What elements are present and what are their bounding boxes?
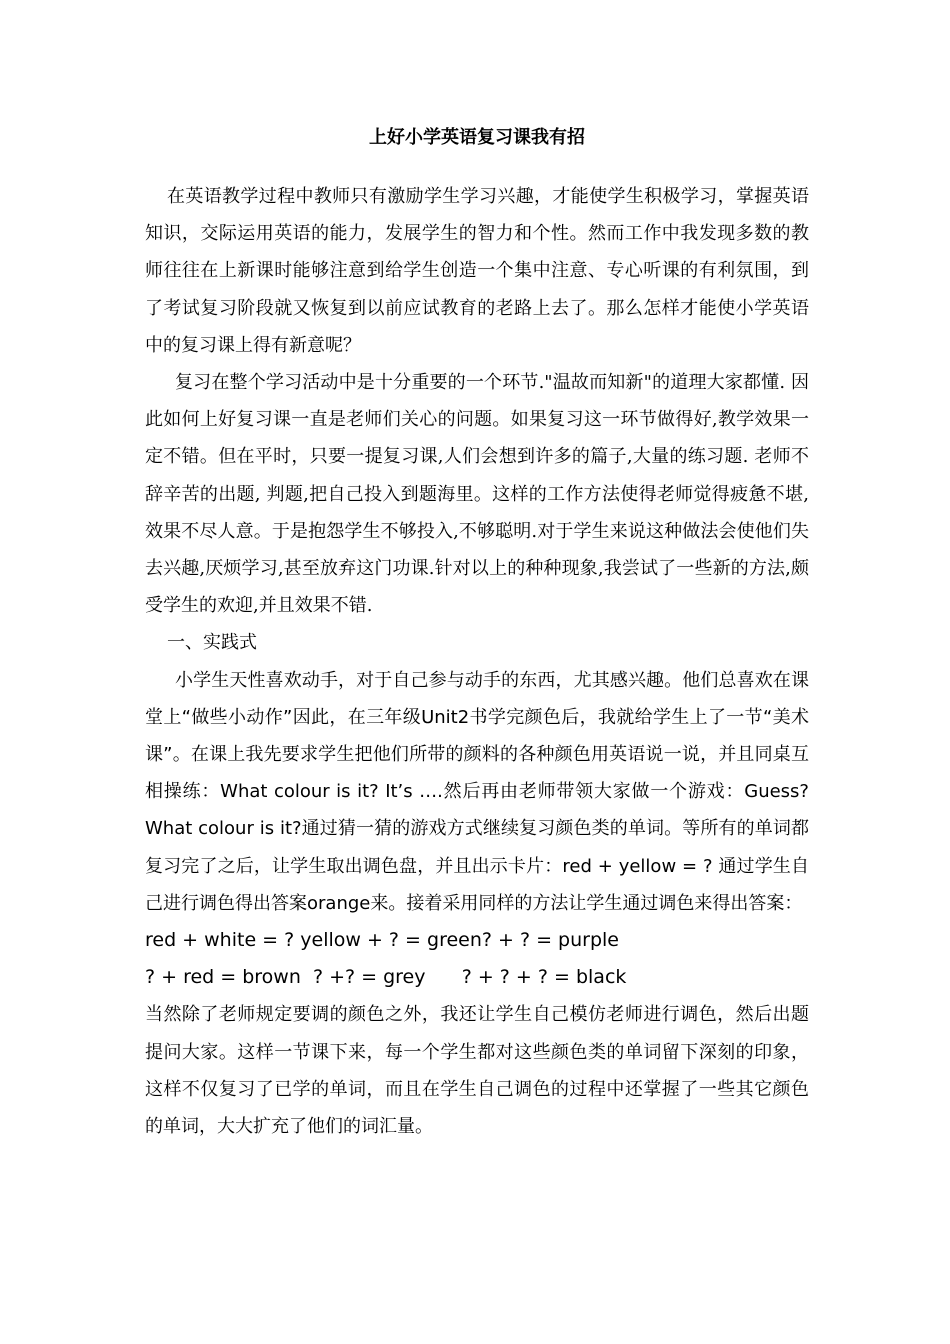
color-formula-line-2: ? + red = brown ? +? = grey ? + ? + ? = black	[145, 966, 627, 989]
color-formula-line-1: red + white = ? yellow + ? = green? + ? = purple	[145, 929, 619, 952]
paragraph-conclusion: 当然除了老师规定要调的颜色之外，我还让学生自己模仿老师进行调色，然后出题提问大家。这样一节课下来，每一个学生都对这些颜色类的单词留下深刻的印象，这样不仅复习了已学的单词，而且在学生自己调色的过程中还掌握了一些其它颜色的单词，大大扩充了他们的词汇量。	[145, 1004, 809, 1138]
paragraph-review-importance: 复习在整个学习活动中是十分重要的一个环节."温故而知新"的道理大家都懂. 因此如何上好复习课一直是老师们关心的问题。如果复习这一环节做得好,教学效果一定不错。但在平时，只要一提复习课,人们会想到许多的篇子,大量的练习题. 老师不辞辛苦的出题, 判题,把自己投入到题海里。这样的工作方法使得老师觉得疲惫不堪,效果不尽人意。于是抱怨学生不够投入,不够聪明.对于学生来说这种做法会使他们失去兴趣,厌烦学习,甚至放弃这门功课.针对以上的种种现象,我尝试了一些新的方法,颇受学生的欢迎,并且效果不错.	[145, 372, 809, 617]
paragraph-practice-method: 小学生天性喜欢动手，对于自己参与动手的东西，尤其感兴趣。他们总喜欢在课堂上“做些小动作”因此，在三年级Unit2书学完颜色后，我就给学生上了一节“美术课”。在课上我先要求学生把他们所带的颜料的各种颜色用英语说一说，并且同桌互相操练：What colour is it? It’s ….然后再由老师带领大家做一个游戏：Guess? What colour is it?通过猜一猜的游戏方式继续复习颜色类的单词。等所有的单词都复习完了之后，让学生取出调色盘，并且出示卡片：red + yellow = ? 通过学生自己进行调色得出答案orange来。接着采用同样的方法让学生通过调色来得出答案：	[145, 669, 809, 914]
paragraph-intro: 在英语教学过程中教师只有激励学生学习兴趣，才能使学生积极学习，掌握英语知识，交际运用英语的能力，发展学生的智力和个性。然而工作中我发现多数的教师往往在上新课时能够注意到给学生创造一个集中注意、专心听课的有利氛围，到了考试复习阶段就又恢复到以前应试教育的老路上去了。那么怎样才能使小学英语中的复习课上得有新意呢？	[145, 186, 809, 356]
document-page	[145, 118, 809, 1145]
document-title: 上好小学英语复习课我有招	[369, 127, 585, 148]
section-heading-practice: 一、实践式	[167, 632, 257, 654]
